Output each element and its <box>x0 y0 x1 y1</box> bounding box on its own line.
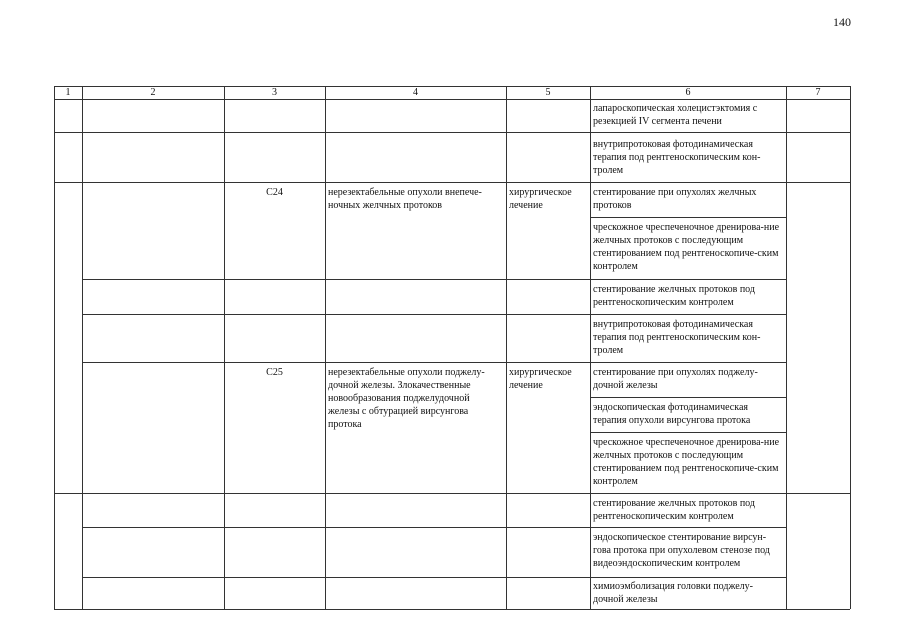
method-cell: чрескожное чреспеченочное дренирова-ние желчных протоков с последующим стентированием под рентгеноскопиче-ским контролем <box>593 222 780 272</box>
header-col-3: 3 <box>272 87 277 98</box>
header-col-4: 4 <box>413 87 418 98</box>
diagnosis-code-c24: C24 <box>266 187 283 198</box>
treatment-c25: хирургическое лечение <box>509 367 572 391</box>
header-col-1: 1 <box>65 87 71 98</box>
method-cell: внутрипротоковая фотодинамическая терапия под рентгеноскопическим кон-тролем <box>593 319 761 356</box>
header-col-5: 5 <box>545 87 551 98</box>
method-cell: внутрипротоковая фотодинамическая терапия под рентгеноскопическим кон-тролем <box>593 139 761 176</box>
method-cell: стентирование при опухолях поджелу-дочной железы <box>593 367 758 391</box>
method-cell: эндоскопическое стентирование вирсун-гова протока при опухолевом стенозе под видеоэндоскопическим контролем <box>593 532 770 569</box>
method-cell: стентирование желчных протоков под рентгеноскопическим контролем <box>593 498 755 522</box>
header-col-6: 6 <box>685 87 691 98</box>
header-col-2: 2 <box>150 87 156 98</box>
method-cell: стентирование желчных протоков под рентгеноскопическим контролем <box>593 284 755 308</box>
diagnosis-c25: нерезектабельные опухоли поджелу-дочной железы. Злокачественные новообразования поджелудочной железы с обтурацией вирсунгова протока <box>328 367 485 430</box>
method-cell: химиоэмболизация головки поджелу-дочной железы <box>593 581 754 605</box>
method-cell: стентирование при опухолях желчных протоков <box>593 187 757 211</box>
diagnosis-c24: нерезектабельные опухоли внепече-ночных желчных протоков <box>328 187 482 211</box>
diagnosis-code-c25: C25 <box>266 367 283 378</box>
method-cell: чрескожное чреспеченочное дренирова-ние желчных протоков с последующим стентированием под рентгеноскопиче-ским контролем <box>593 437 780 487</box>
method-cell: эндоскопическая фотодинамическая терапия опухоли вирсунгова протока <box>593 402 751 426</box>
method-cell: лапароскопическая холецистэктомия с резекцией IV сегмента печени <box>593 103 758 127</box>
header-col-7: 7 <box>815 87 821 98</box>
treatment-c24: хирургическое лечение <box>509 187 572 211</box>
page-number: 140 <box>833 15 851 29</box>
